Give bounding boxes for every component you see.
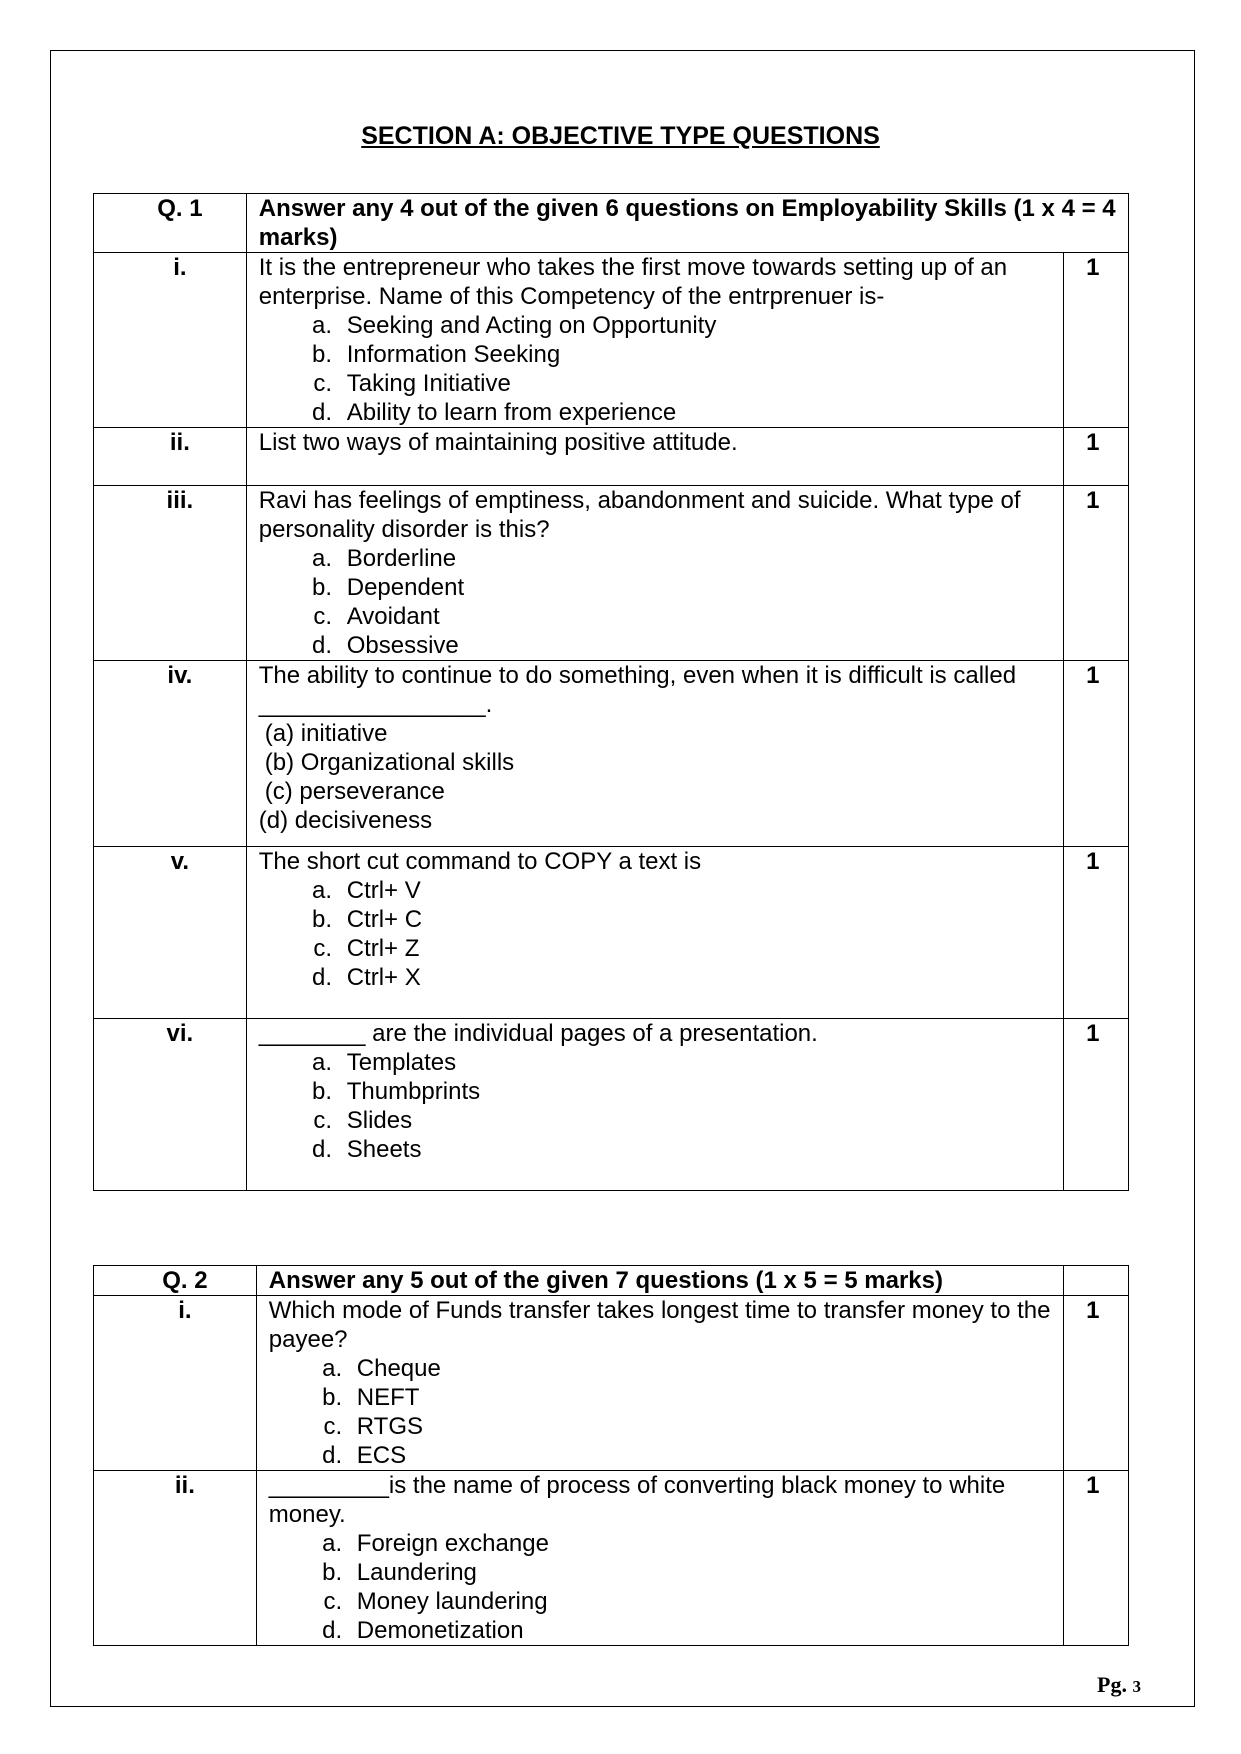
option: a. Ctrl+ V: [339, 876, 1055, 905]
options-list: [269, 1529, 1055, 1645]
item-number: v.: [94, 847, 247, 1019]
options-list: [259, 876, 1055, 992]
section-title: SECTION A: OBJECTIVE TYPE QUESTIONS: [361, 122, 880, 150]
option: a. Seeking and Acting on Opportunity: [339, 311, 1055, 340]
option: d. Obsessive: [339, 631, 1055, 660]
marks: 1: [1063, 1296, 1128, 1471]
question-text: The short cut command to COPY a text is: [258, 848, 702, 875]
question-text: Ravi has feelings of emptiness, abandonment and suicide. What type of personality disorder is this?: [258, 487, 1021, 543]
table-row: [94, 253, 1129, 428]
option: (a) initiative: [264, 720, 388, 747]
option: (c) perseverance: [264, 778, 445, 805]
marks: 1: [1063, 847, 1128, 1019]
table-row: [94, 428, 1129, 486]
item-number: i.: [94, 1296, 257, 1471]
option: b. NEFT: [349, 1383, 1055, 1412]
question-2-table: [93, 1265, 1129, 1646]
question-cell: [246, 661, 1063, 847]
question-cell: [246, 486, 1063, 661]
table-row: [94, 1296, 1129, 1471]
marks: 1: [1063, 428, 1128, 486]
options-list: [269, 1354, 1055, 1470]
page-label: Pg.: [1097, 1672, 1127, 1697]
item-number: ii.: [94, 428, 247, 486]
item-number: i.: [94, 253, 247, 428]
question-text: List two ways of maintaining positive attitude.: [246, 428, 1063, 486]
option: c. RTGS: [349, 1412, 1055, 1441]
options-list: [259, 544, 1055, 660]
question-cell: [246, 847, 1063, 1019]
question-cell: [256, 1296, 1063, 1471]
option: a. Foreign exchange: [349, 1529, 1055, 1558]
question-heading: Answer any 5 out of the given 7 questions (1 x 5 = 5 marks): [256, 1266, 1063, 1296]
option: b. Thumbprints: [339, 1077, 1055, 1106]
option: b. Information Seeking: [339, 340, 1055, 369]
option: a. Templates: [339, 1048, 1055, 1077]
option: a. Cheque: [349, 1354, 1055, 1383]
options-list: [259, 1048, 1055, 1164]
question-heading: Answer any 4 out of the given 6 questions on Employability Skills (1 x 4 = 4 marks): [246, 194, 1128, 253]
item-number: iv.: [94, 661, 247, 847]
option: d. ECS: [349, 1441, 1055, 1470]
question-text: _________is the name of process of converting black money to white money.: [268, 1472, 1006, 1528]
option: d. Ctrl+ X: [339, 963, 1055, 992]
option: (d) decisiveness: [258, 807, 433, 834]
table-row: [94, 1471, 1129, 1646]
table-row: [94, 1019, 1129, 1191]
option: a. Borderline: [339, 544, 1055, 573]
options-list: [259, 311, 1055, 427]
option: d. Sheets: [339, 1135, 1055, 1164]
question-1-table: [93, 193, 1129, 1191]
table-row: [94, 486, 1129, 661]
page-value: 3: [1132, 1677, 1141, 1696]
option: b. Laundering: [349, 1558, 1055, 1587]
option: c. Slides: [339, 1106, 1055, 1135]
table-row: [94, 847, 1129, 1019]
item-number: vi.: [94, 1019, 247, 1191]
question-text: It is the entrepreneur who takes the first move towards setting up of an enterprise. Name of this Competency of the entrprenuer is-: [258, 254, 1008, 310]
marks: 1: [1063, 253, 1128, 428]
marks: 1: [1063, 661, 1128, 847]
question-cell: [246, 253, 1063, 428]
question-number: Q. 2: [94, 1266, 257, 1296]
option: d. Demonetization: [349, 1616, 1055, 1645]
marks-header-cell: [1063, 1266, 1128, 1296]
question-number: Q. 1: [94, 194, 247, 253]
item-number: ii.: [94, 1471, 257, 1646]
marks: 1: [1063, 486, 1128, 661]
option: c. Money laundering: [349, 1587, 1055, 1616]
question-cell: [246, 1019, 1063, 1191]
question-text: The ability to continue to do something, even when it is difficult is called _________________.: [258, 662, 1017, 718]
option: c. Avoidant: [339, 602, 1055, 631]
option: b. Dependent: [339, 573, 1055, 602]
question-text: Which mode of Funds transfer takes longest time to transfer money to the payee?: [268, 1297, 1051, 1353]
marks: 1: [1063, 1019, 1128, 1191]
table-header-row: [94, 194, 1129, 253]
question-text: ________ are the individual pages of a presentation.: [258, 1020, 818, 1047]
option: b. Ctrl+ C: [339, 905, 1055, 934]
marks: 1: [1063, 1471, 1128, 1646]
option: c. Ctrl+ Z: [339, 934, 1055, 963]
option: (b) Organizational skills: [264, 749, 515, 776]
page-number: [1097, 1672, 1141, 1698]
table-row: [94, 661, 1129, 847]
option: c. Taking Initiative: [339, 369, 1055, 398]
item-number: iii.: [94, 486, 247, 661]
question-cell: [256, 1471, 1063, 1646]
option: d. Ability to learn from experience: [339, 398, 1055, 427]
table-header-row: [94, 1266, 1129, 1296]
